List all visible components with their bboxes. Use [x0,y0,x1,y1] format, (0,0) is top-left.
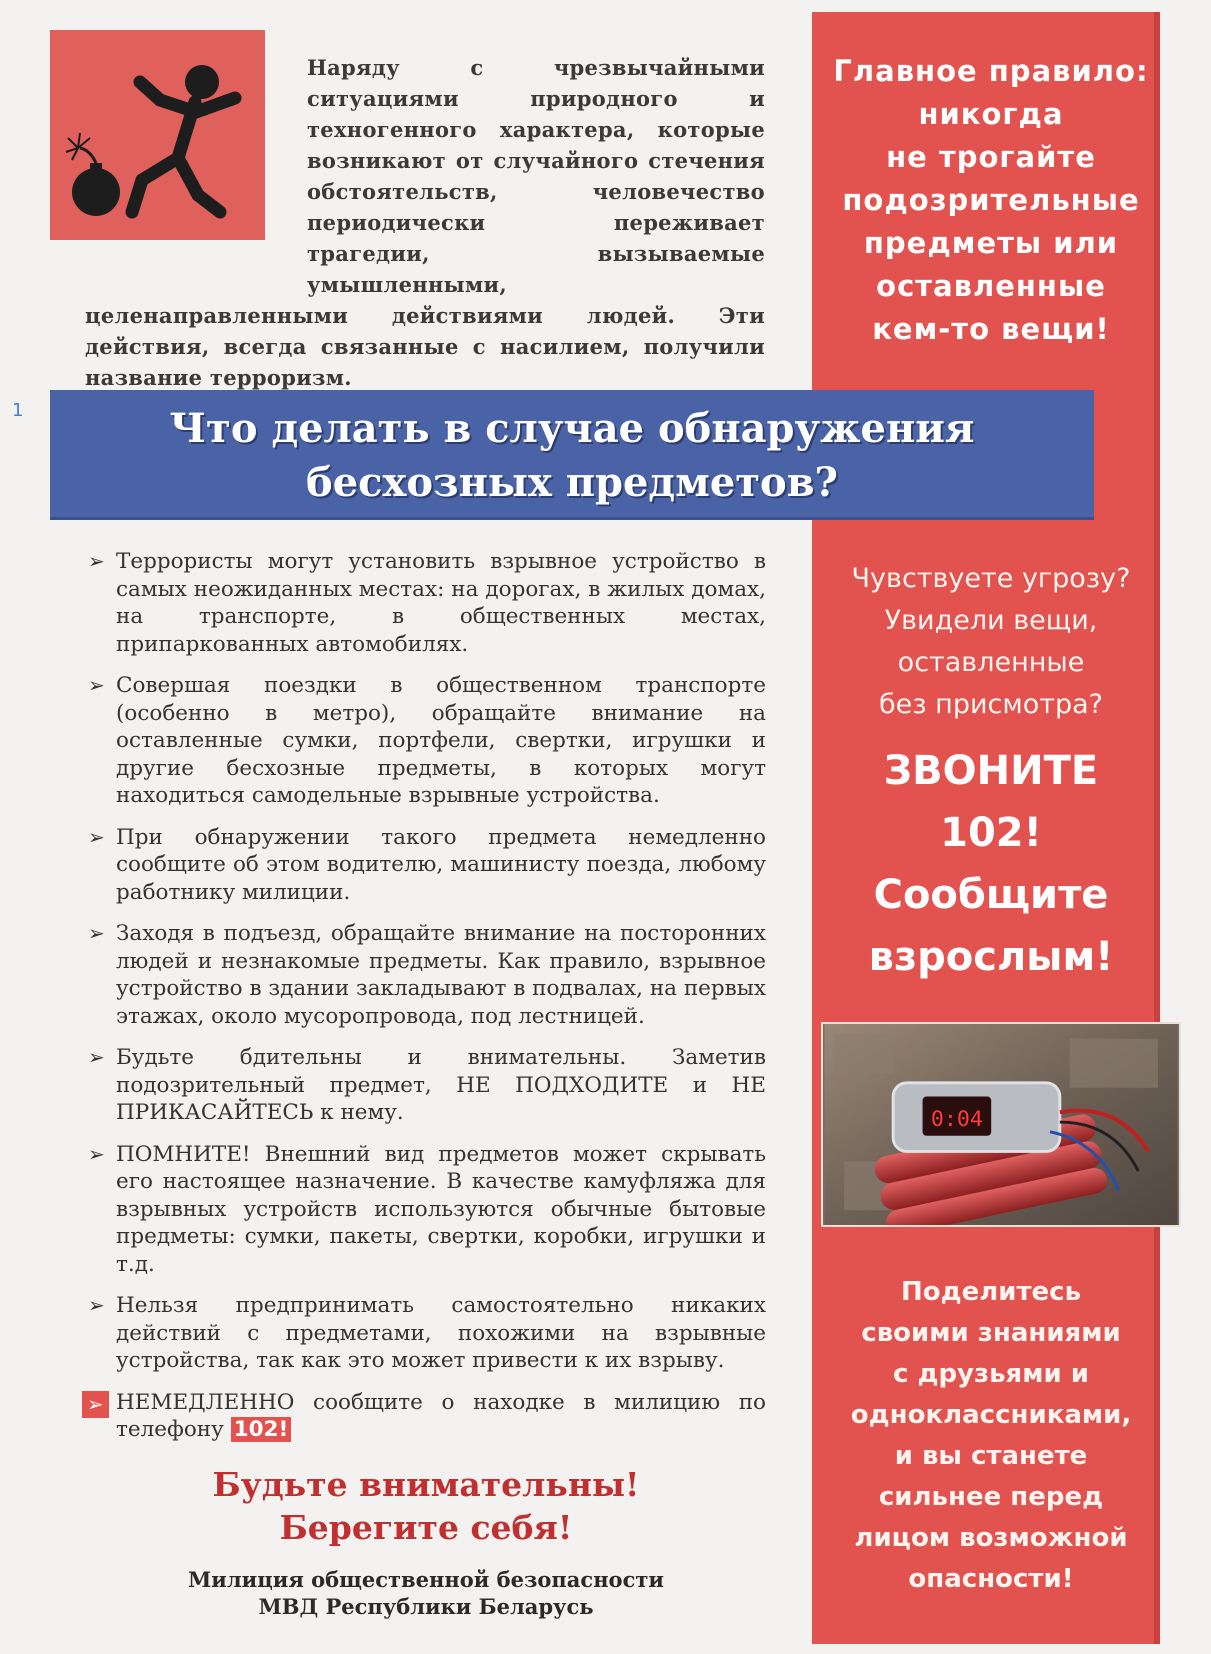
threat-line: без присмотра? [878,689,1103,720]
list-item-text: Нельзя предпринимать самостоятельно никаких действий с предметами, похожими на взрывные устройства, так как это может привести к их взрыву. [116,1293,766,1373]
arrow-bullet-icon: ➢ [88,1045,105,1069]
margin-mark: 1 [12,400,24,421]
timer-bomb-photo [821,1022,1181,1227]
main-rule-line: оставленные [876,269,1106,303]
share-line: лицом возможной [854,1523,1128,1553]
main-rule-line: подозрительные [842,183,1140,217]
threat-line: Чувствуете угрозу? [851,563,1131,594]
share-line: одноклассниками, [850,1400,1132,1430]
list-item-text: ПОМНИТЕ! Внешний вид предметов может скрывать его настоящее назначение. В качестве камуфляжа для взрывных устройств используются обычные бытовые предметы: сумки, пакеты, свертки, коробки, игрушки и т.д. [116,1141,766,1277]
list-item-text: Террористы могут установить взрывное устройство в самых неожиданных местах: на дорогах, в жилых домах, на транспорте, в общественных местах, припаркованных автомобилях. [116,549,766,657]
threat-line: оставленные [897,647,1085,678]
share-knowledge-text [832,1272,1150,1600]
share-line: опасности! [908,1564,1074,1594]
banner-title-line2: бесхозных предметов? [306,459,838,506]
attention-line2: Берегите себя! [279,1508,573,1547]
share-line: сильнее перед [878,1482,1104,1512]
share-line: и вы станете [894,1441,1088,1471]
call-to-action [832,740,1150,988]
call-line: 102! [940,810,1042,856]
share-line: Поделитесь [900,1277,1082,1307]
list-item [86,1292,766,1375]
list-item-text: НЕМЕДЛЕННО сообщите о находке в милицию по телефону [116,1389,766,1442]
main-rule-line: предметы или [863,226,1119,260]
arrow-bullet-icon: ➢ [88,549,105,573]
arrow-bullet-highlight-icon: ➢ [82,1391,109,1419]
list-item-text: Заходя в подъезд, обращайте внимание на посторонних людей и незнакомые предметы. Как правило, взрывное устройство в здании закладывают в подвалах, на первых этажах, около мусоропровода, под лестницей. [116,921,766,1029]
banner-title-line1: Что делать в случае обнаружения [169,405,975,452]
list-item-text: При обнаружении такого предмета немедленно сообщите об этом водителю, машинисту поезда, любому работнику милиции. [116,824,766,905]
main-rule-line: Главное правило: [833,54,1149,88]
phone-number-badge: 102! [231,1417,292,1442]
list-item-urgent [86,1389,766,1444]
list-item [86,548,766,658]
share-line: с друзьями и [892,1359,1089,1389]
issuer-footer [86,1566,766,1620]
list-item [86,1141,766,1279]
arrow-bullet-icon: ➢ [88,921,105,945]
main-rule-line: никогда [918,97,1064,131]
intro-paragraph [85,52,765,393]
advice-list [86,548,766,1458]
intro-text: Наряду с чрезвычайными ситуациями природного и техногенного характера, которые возникают от случайного стечения обстоятельств, человечество периодически переживает трагедии, вызываемые умышленными, целенаправленными действиями людей. Эти действия, всегда связанные с насилием, получили название терроризм. [85,55,765,390]
svg-text:0:04: 0:04 [930,1106,983,1132]
attention-slogan [86,1463,766,1549]
call-line: Сообщите [873,872,1109,918]
call-line: ЗВОНИТЕ [883,748,1099,794]
list-item [86,824,766,907]
arrow-bullet-icon: ➢ [88,824,105,849]
list-item-text: Будьте бдительны и внимательны. Заметив подозрительный предмет, НЕ ПОДХОДИТЕ и НЕ ПРИКАСАЙТЕСЬ к нему. [116,1045,766,1125]
attention-line1: Будьте внимательны! [212,1465,640,1504]
list-item [86,672,766,810]
list-item-text: Совершая поездки в общественном транспорте (особенно в метро), обращайте внимание на оставленные сумки, портфели, свертки, игрушки и другие бесхозные предметы, в которых могут находиться самодельные взрывные устройства. [116,673,766,808]
sidebar-edge-shade [1154,12,1160,1644]
main-rule-text [832,50,1150,351]
footer-line1: Милиция общественной безопасности [188,1567,664,1592]
section-banner [50,390,1094,520]
share-line: своими знаниями [861,1318,1121,1348]
arrow-bullet-icon: ➢ [88,1293,105,1317]
list-item [86,1044,766,1127]
list-item [86,920,766,1030]
timer-bomb-svg [823,1024,1179,1225]
threat-line: Увидели вещи, [884,605,1098,636]
main-rule-line: кем-то вещи! [872,312,1110,346]
arrow-bullet-icon: ➢ [88,1141,105,1166]
call-line: взрослым! [868,934,1114,980]
threat-question-text [832,558,1150,726]
footer-line2: МВД Республики Беларусь [258,1594,594,1619]
arrow-bullet-icon: ➢ [88,673,105,697]
intro-float-spacer [85,52,307,274]
main-rule-line: не трогайте [886,140,1096,174]
